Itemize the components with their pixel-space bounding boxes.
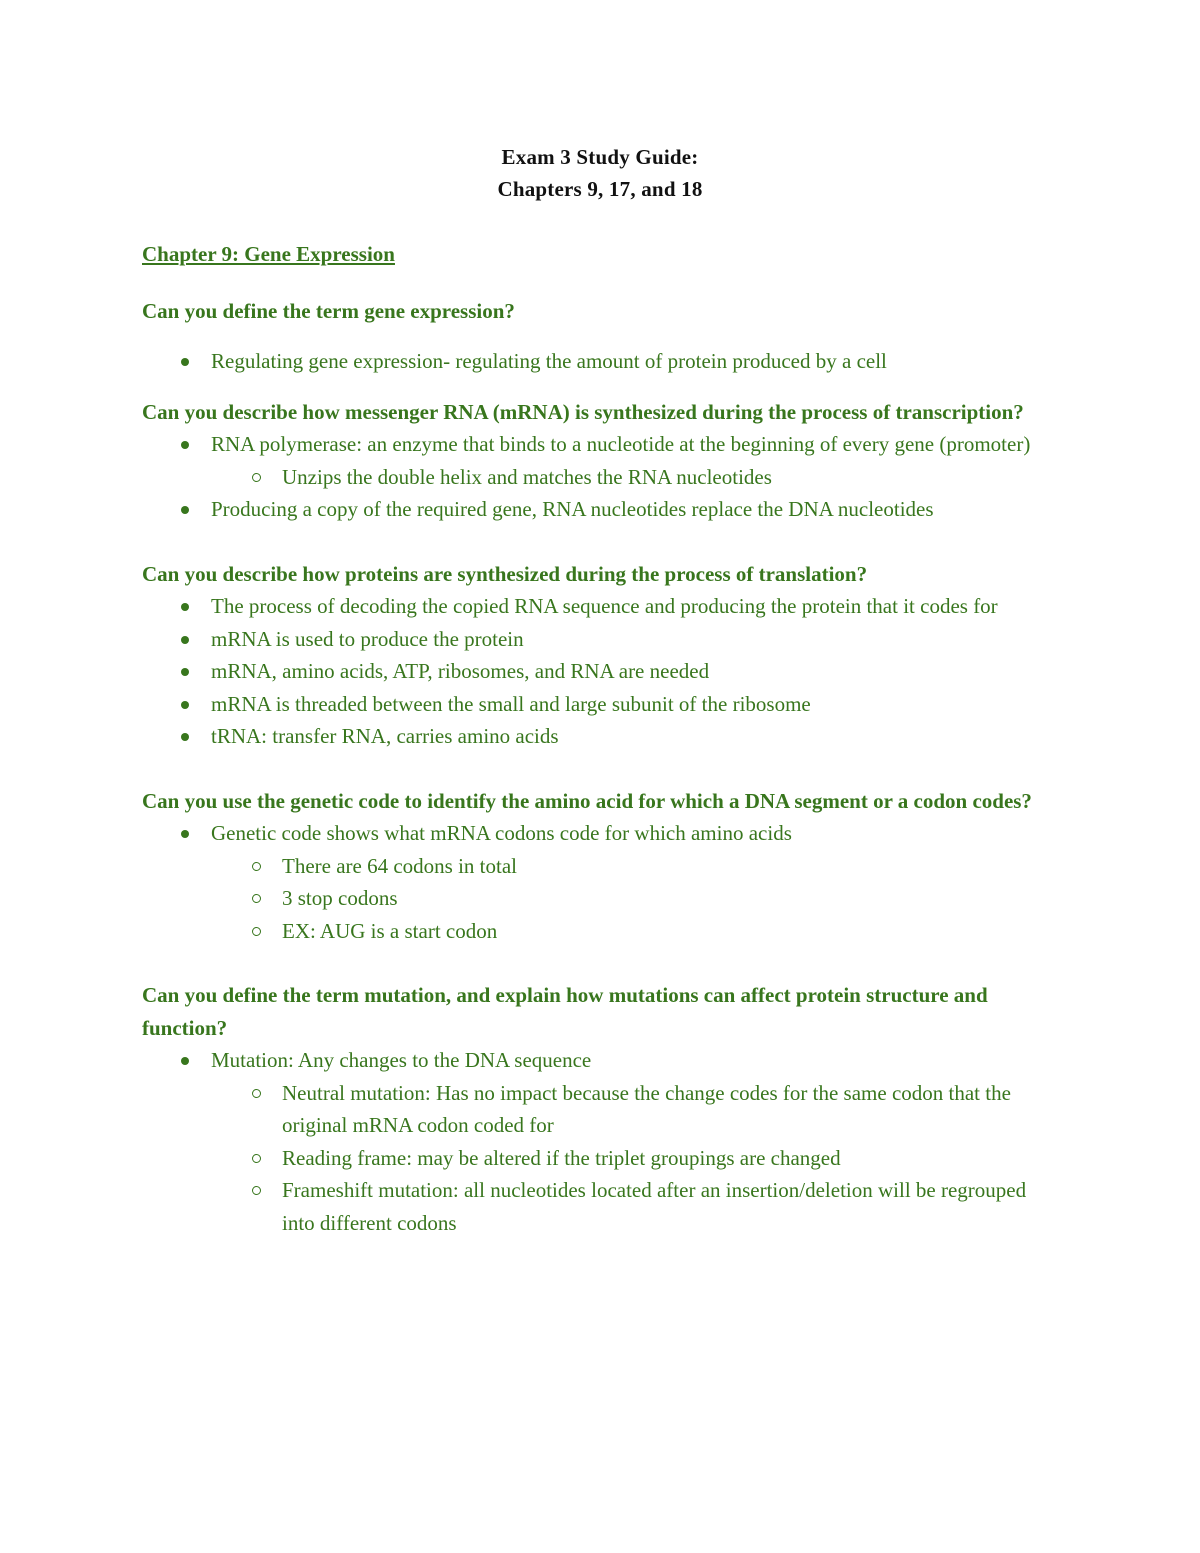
- sub-bullet-item: EX: AUG is a start codon: [142, 915, 1062, 948]
- bullet-list: [142, 590, 1062, 753]
- bullet-item: Regulating gene expression- regulating the amount of protein produced by a cell: [142, 345, 1062, 378]
- sub-bullet-item: 3 stop codons: [142, 882, 1062, 915]
- sub-bullet-item: Frameshift mutation: all nucleotides located after an insertion/deletion will be regrouped into different codons: [142, 1174, 1062, 1239]
- bullet-item: mRNA is threaded between the small and large subunit of the ribosome: [142, 688, 1062, 721]
- bullet-list: [142, 817, 1062, 947]
- sub-bullet-item: There are 64 codons in total: [142, 850, 1062, 883]
- bullet-item: Genetic code shows what mRNA codons code for which amino acids: [142, 817, 1062, 850]
- section-question: Can you describe how proteins are synthesized during the process of translation?: [142, 561, 868, 586]
- bullet-item: Producing a copy of the required gene, RNA nucleotides replace the DNA nucleotides: [142, 493, 1062, 526]
- section-question: Can you define the term mutation, and explain how mutations can affect protein structure and function?: [142, 983, 988, 1040]
- bullet-item: mRNA, amino acids, ATP, ribosomes, and RNA are needed: [142, 655, 1062, 688]
- bullet-item: mRNA is used to produce the protein: [142, 623, 1062, 656]
- sub-bullet-item: Reading frame: may be altered if the triplet groupings are changed: [142, 1142, 1062, 1175]
- bullet-list: [142, 428, 1062, 526]
- section-question: Can you use the genetic code to identify the amino acid for which a DNA segment or a codon codes?: [142, 788, 1032, 813]
- chapter-heading: Chapter 9: Gene Expression: [142, 242, 395, 266]
- document-body: [142, 238, 1062, 1239]
- bullet-list: [142, 345, 1062, 378]
- document-title: Exam 3 Study Guide:: [501, 145, 699, 169]
- bullet-list: [142, 1044, 1062, 1239]
- document-subtitle: Chapters 9, 17, and 18: [497, 177, 703, 201]
- section-question: Can you describe how messenger RNA (mRNA) is synthesized during the process of transcription?: [142, 399, 1024, 424]
- sub-bullet-item: Neutral mutation: Has no impact because the change codes for the same codon that the original mRNA codon coded for: [142, 1077, 1062, 1142]
- bullet-item: RNA polymerase: an enzyme that binds to a nucleotide at the beginning of every gene (promoter): [142, 428, 1062, 461]
- section-question: Can you define the term gene expression?: [142, 298, 515, 323]
- bullet-item: tRNA: transfer RNA, carries amino acids: [142, 720, 1062, 753]
- bullet-item: The process of decoding the copied RNA sequence and producing the protein that it codes for: [142, 590, 1062, 623]
- bullet-item: Mutation: Any changes to the DNA sequence: [142, 1044, 1062, 1077]
- sub-bullet-item: Unzips the double helix and matches the RNA nucleotides: [142, 461, 1062, 494]
